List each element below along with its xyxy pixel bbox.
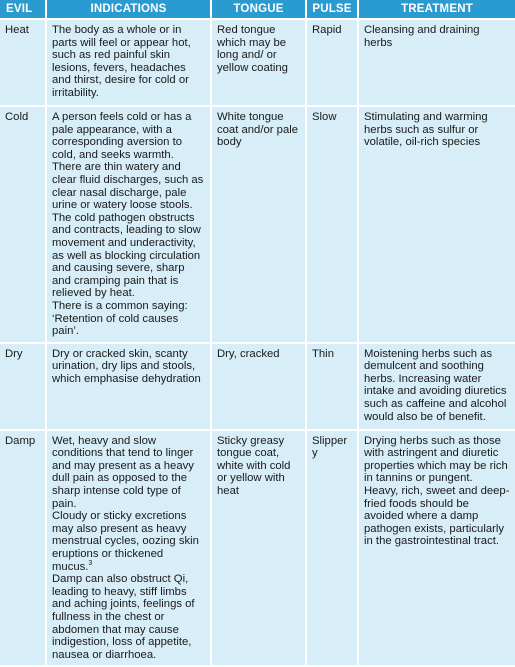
indications-text-with-footnote — [52, 510, 205, 573]
pulse-cell: Slow — [306, 106, 358, 343]
pulse-cell: Rapid — [306, 19, 358, 106]
evil-cell: Cold — [0, 106, 46, 343]
indications-text: There is a common saying: ‘Retention of cold causes pain’. — [52, 299, 188, 338]
header-treatment: TREATMENT — [358, 0, 515, 19]
treatment-text: Drying herbs such as those with astringent and diuretic properties which may be rich in tannins or pungent. — [364, 434, 508, 485]
pulse-cell: Thin — [306, 343, 358, 430]
tongue-cell: White tongue coat and/or pale body — [211, 106, 306, 343]
indications-text: Cloudy or sticky excretions may also present as heavy menstrual cycles, oozing skin eruptions or thickened mucus. — [52, 510, 199, 573]
header-evil: EVIL — [0, 0, 46, 19]
indications-text: Wet, heavy and slow conditions that tend to linger and may present as a heavy dull pain as opposed to the sharp intense cold type of pain. — [52, 434, 194, 510]
treatment-text: Heavy, rich, sweet and deep-fried foods should be avoided where a damp pathogen exists, particularly in the gastrointestinal tract. — [364, 485, 510, 548]
header-row — [0, 0, 515, 19]
header-pulse: PULSE — [306, 0, 358, 19]
indications-cell — [46, 19, 211, 106]
evil-cell: Heat — [0, 19, 46, 106]
indications-cell — [46, 106, 211, 343]
pulse-cell: Slippery — [306, 430, 358, 667]
table-row-dry — [0, 343, 515, 430]
treatment-text: Moistening herbs such as demulcent and soothing herbs. Increasing water intake and avoiding diuretics such as caffeine and alcohol would also be of benefit. — [364, 347, 507, 423]
indications-text: Dry or cracked skin, scanty urination, dry lips and stools, which emphasise dehydration — [52, 347, 201, 385]
indications-text: A person feels cold or has a pale appearance, with a corresponding aversion to cold, and seeks warmth. There are thin watery and clear fluid discharges, such as clear nasal discharge, pale urine or watery loose stools. — [52, 111, 204, 212]
indications-text: The body as a whole or in parts will feel or appear hot, such as red painful skin lesions, fevers, headaches and thirst, desire for cold or irritability. — [52, 24, 191, 99]
indications-text: Damp can also obstruct Qi, leading to heavy, stiff limbs and aching joints, feelings of fullness in the chest or abdomen that may cause indigestion, loss of appetite, nausea or diarrhoea. — [52, 573, 195, 661]
treatment-cell — [358, 430, 515, 667]
header-tongue: TONGUE — [211, 0, 306, 19]
treatment-cell — [358, 106, 515, 343]
treatment-text: Cleansing and draining herbs — [364, 24, 480, 49]
treatment-cell — [358, 343, 515, 430]
treatment-text: Stimulating and warming herbs such as sulfur or volatile, oil-rich species — [364, 111, 488, 149]
evil-cell: Damp — [0, 430, 46, 667]
tongue-cell: Red tongue which may be long and/ or yellow coating — [211, 19, 306, 106]
treatment-cell — [358, 19, 515, 106]
header-indications: INDICATIONS — [46, 0, 211, 19]
tongue-cell: Dry, cracked — [211, 343, 306, 430]
indications-text: The cold pathogen obstructs and contracts, leading to slow movement and underactivity, as well as blocking circulation and causing severe, sharp and cramping pain that is relieved by heat. — [52, 211, 201, 300]
table-row-damp — [0, 430, 515, 667]
indications-cell — [46, 430, 211, 667]
footnote-marker: 3 — [88, 559, 93, 567]
table-row-heat — [0, 19, 515, 106]
table-row-cold — [0, 106, 515, 343]
tongue-cell: Sticky greasy tongue coat, white with cold or yellow with heat — [211, 430, 306, 667]
indications-cell — [46, 343, 211, 430]
evil-cell: Dry — [0, 343, 46, 430]
